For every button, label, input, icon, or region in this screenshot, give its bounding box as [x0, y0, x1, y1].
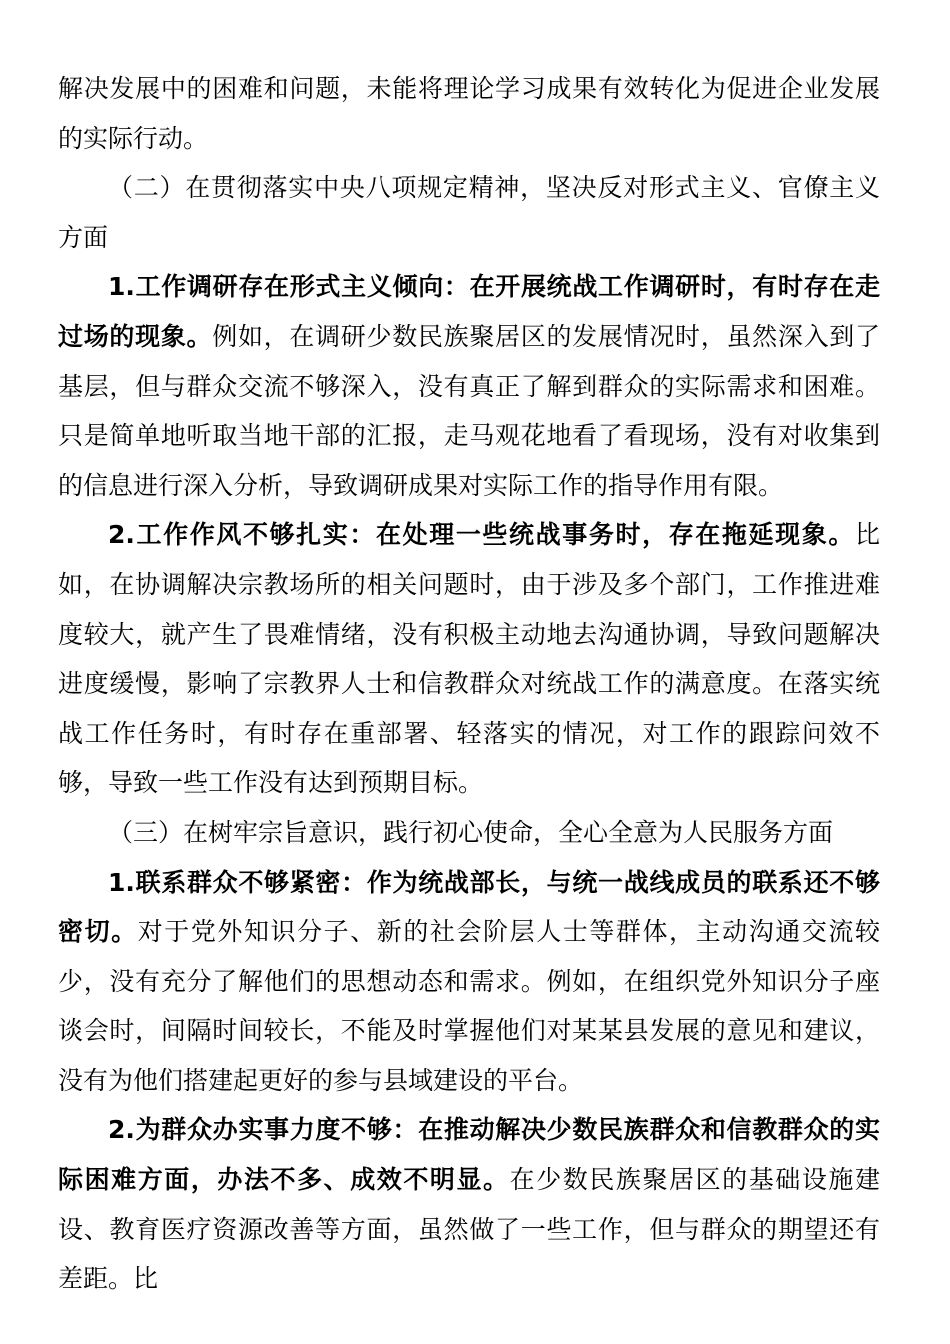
paragraph-item: [58, 858, 880, 1106]
paragraph-item: [58, 1105, 880, 1303]
paragraph-item: [58, 510, 880, 808]
section-heading-3: [58, 808, 880, 858]
item-heading: 2.工作作风不够扎实：在处理一些统战事务时，存在拖延现象。: [108, 520, 855, 550]
section-heading-2: [58, 163, 880, 262]
document-page: [58, 64, 880, 1304]
paragraph-continued: [58, 64, 880, 163]
paragraph-text: 对于党外知识分子、新的社会阶层人士等群体，主动沟通交流较少，没有充分了解他们的思想动态和需求。例如，在组织党外知识分子座谈会时，间隔时间较长，不能及时掌握他们对某某县发展的意见和建议，没有为他们搭建起更好的参与县域建设的平台。: [58, 917, 880, 1095]
paragraph-text: 例如，在调研少数民族聚居区的发展情况时，虽然深入到了基层，但与群众交流不够深入，没有真正了解到群众的实际需求和困难。只是简单地听取当地干部的汇报，走马观花地看了看现场，没有对收集到的信息进行深入分析，导致调研成果对实际工作的指导作用有限。: [58, 321, 880, 500]
section-heading-text: （三）在树牢宗旨意识，践行初心使命，全心全意为人民服务方面: [108, 817, 834, 847]
paragraph-item: [58, 262, 880, 510]
paragraph-text: 解决发展中的困难和问题，未能将理论学习成果有效转化为促进企业发展的实际行动。: [58, 74, 880, 153]
section-heading-text: （二）在贯彻落实中央八项规定精神，坚决反对形式主义、官僚主义方面: [58, 173, 880, 252]
paragraph-text: 比如，在协调解决宗教场所的相关问题时，由于涉及多个部门，工作推进难度较大，就产生了畏难情绪，没有积极主动地去沟通协调，导致问题解决进度缓慢，影响了宗教界人士和信教群众对统战工作的满意度。在落实统战工作任务时，有时存在重部署、轻落实的情况，对工作的跟踪问效不够，导致一些工作没有达到预期目标。: [58, 520, 880, 798]
item-heading: 1.联系群众不够紧密：作为统战部长，与统一战线成员的联系还不够密切。: [58, 867, 880, 947]
item-heading: 2.为群众办实事力度不够：在推动解决少数民族群众和信教群众的实际困难方面，办法不多、成效不明显。: [58, 1115, 880, 1195]
paragraph-text: 在少数民族聚居区的基础设施建设、教育医疗资源改善等方面，虽然做了一些工作，但与群众的期望还有差距。比: [58, 1165, 880, 1294]
item-heading: 1.工作调研存在形式主义倾向：在开展统战工作调研时，有时存在走过场的现象。: [58, 272, 880, 351]
